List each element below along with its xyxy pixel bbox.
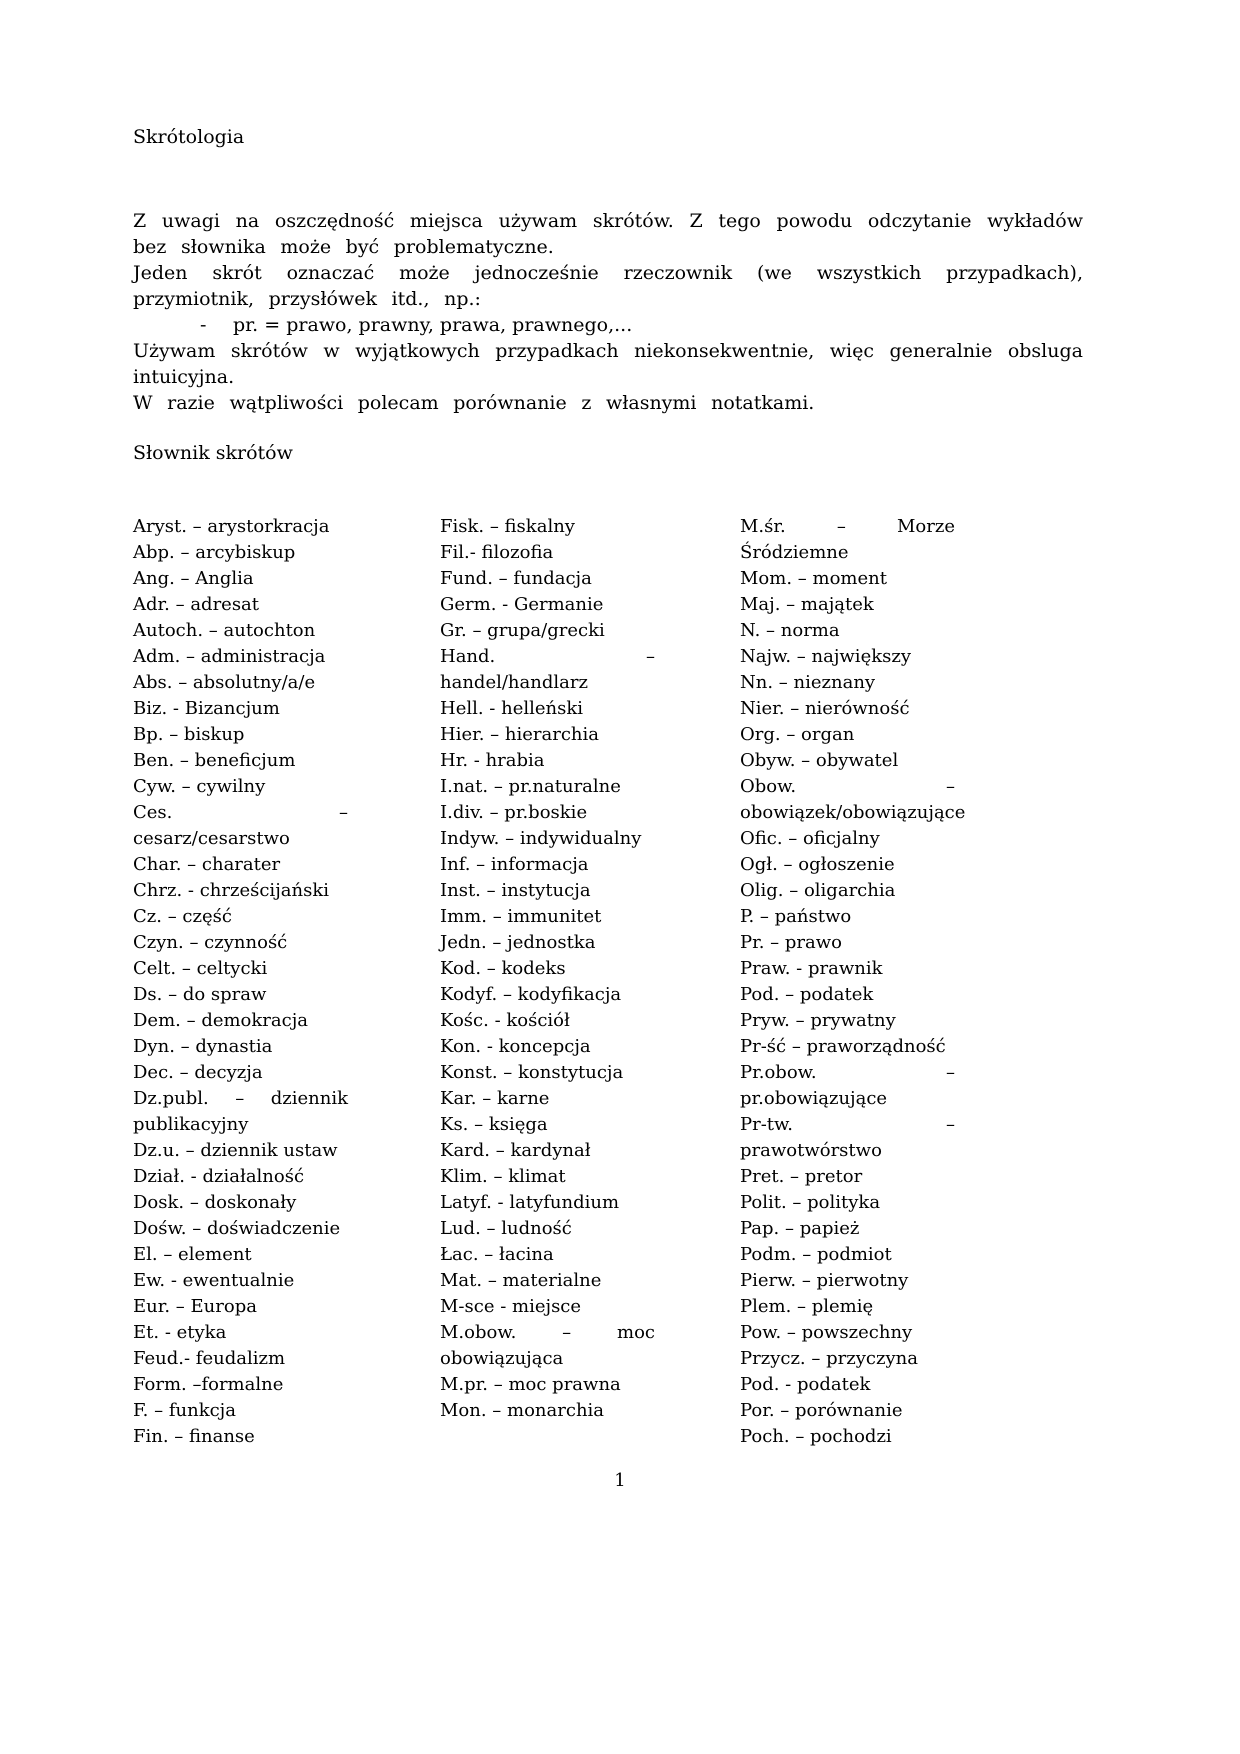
glossary-entry: Autoch. – autochton: [133, 620, 316, 641]
glossary-entry: Pret. – pretor: [740, 1166, 863, 1187]
glossary-entry: Ang. – Anglia: [133, 568, 254, 589]
glossary-entry: Pr-ść – praworządność: [740, 1036, 946, 1057]
glossary-entry: Pod. – podatek: [740, 984, 874, 1005]
glossary-entry: Dz.u. – dziennik ustaw: [133, 1140, 338, 1161]
glossary-entry: M-sce - miejsce: [440, 1296, 582, 1317]
glossary-entry: Ds. – do spraw: [133, 984, 267, 1005]
glossary-heading: Słownik skrótów: [133, 442, 293, 464]
glossary-entry: Fil.- filozofia: [440, 542, 554, 563]
glossary-entry: Klim. – klimat: [440, 1166, 566, 1187]
glossary-entry: Ew. - ewentualnie: [133, 1270, 295, 1291]
glossary-entry: F. – funkcja: [133, 1400, 236, 1421]
glossary-entry: Kośc. - kościół: [440, 1010, 570, 1031]
glossary-entry: Kard. – kardynał: [440, 1140, 591, 1161]
glossary-entry: Pap. – papież: [740, 1218, 860, 1239]
glossary-entry: El. – element: [133, 1244, 252, 1265]
glossary-entry: Łac. – łacina: [440, 1244, 554, 1265]
glossary-entry: Et. - etyka: [133, 1322, 227, 1343]
glossary-entry: Chrz. - chrześcijański: [133, 880, 329, 901]
glossary-entry: Bp. – biskup: [133, 724, 245, 745]
glossary-column-2: [440, 514, 655, 1450]
glossary-entry: Ben. – beneficjum: [133, 750, 296, 771]
glossary-entry: Latyf. - latyfundium: [440, 1192, 620, 1213]
glossary-entry: Praw. - prawnik: [740, 958, 883, 979]
glossary-entry: M.pr. – moc prawna: [440, 1374, 621, 1395]
bullet-text: pr. = prawo, prawny, prawa, prawnego,...: [233, 314, 633, 336]
glossary-entry: Dośw. – doświadczenie: [133, 1218, 341, 1239]
glossary-entry: Pr-tw. – prawotwórstwo: [740, 1114, 955, 1161]
glossary-entry: Pod. - podatek: [740, 1374, 871, 1395]
glossary-entry: Przycz. – przyczyna: [740, 1348, 918, 1369]
glossary-entry: Aryst. – arystorkracja: [133, 516, 330, 537]
glossary-entry: Eur. – Europa: [133, 1296, 257, 1317]
glossary-entry: Fisk. – fiskalny: [440, 516, 575, 537]
glossary-entry: Adm. – administracja: [133, 646, 326, 667]
glossary-entry: Pryw. – prywatny: [740, 1010, 896, 1031]
glossary-entry: Kodyf. – kodyfikacja: [440, 984, 622, 1005]
bullet-list-item: [133, 312, 1083, 338]
glossary-entry: Najw. – największy: [740, 646, 912, 667]
page-number: 1: [614, 1470, 626, 1491]
glossary-column-3: [740, 514, 966, 1450]
glossary-entry: Imm. – immunitet: [440, 906, 602, 927]
glossary-entry: Inst. – instytucja: [440, 880, 591, 901]
bullet-marker: -: [200, 314, 207, 336]
glossary-entry: I.div. – pr.boskie: [440, 802, 588, 823]
glossary-entry: P. – państwo: [740, 906, 852, 927]
glossary-entry: Olig. – oligarchia: [740, 880, 896, 901]
glossary-entry: Germ. - Germanie: [440, 594, 604, 615]
glossary-entry: Pow. – powszechny: [740, 1322, 913, 1343]
glossary-entry: Hr. - hrabia: [440, 750, 545, 771]
glossary-entry: Adr. – adresat: [133, 594, 260, 615]
glossary-entry: Hier. – hierarchia: [440, 724, 600, 745]
glossary-entry: Cz. – część: [133, 906, 232, 927]
glossary-entry: I.nat. – pr.naturalne: [440, 776, 621, 797]
glossary-entry: Feud.- feudalizm: [133, 1348, 286, 1369]
glossary-entry: Mon. – monarchia: [440, 1400, 605, 1421]
glossary-entry: Org. – organ: [740, 724, 855, 745]
glossary-entry: Indyw. – indywidualny: [440, 828, 642, 849]
glossary-entry: Fin. – finanse: [133, 1426, 255, 1447]
glossary-entry: N. – norma: [740, 620, 840, 641]
glossary-entry: Mat. – materialne: [440, 1270, 602, 1291]
glossary-entry: Kon. - koncepcja: [440, 1036, 591, 1057]
glossary-entry: Kar. – karne: [440, 1088, 550, 1109]
glossary-entry: Poch. – pochodzi: [740, 1426, 892, 1447]
glossary-entry: Polit. – polityka: [740, 1192, 881, 1213]
glossary-entry: Hell. - helleński: [440, 698, 584, 719]
glossary-entry: Dyn. – dynastia: [133, 1036, 273, 1057]
glossary-entry: Ces. – cesarz/cesarstwo: [133, 802, 348, 849]
glossary-entry: Ks. – księga: [440, 1114, 548, 1135]
intro-section: [133, 208, 1083, 416]
glossary-entry: Ogł. – ogłoszenie: [740, 854, 895, 875]
glossary-entry: Dz.publ. – dziennik publikacyjny: [133, 1088, 348, 1135]
intro-paragraph-1: Z uwagi na oszczędność miejsca używam skrótów. Z tego powodu odczytanie wykładów bez słownika może być problematyczne.: [133, 210, 1083, 258]
glossary-entry: Obyw. – obywatel: [740, 750, 899, 771]
glossary-entry: Por. – porównanie: [740, 1400, 903, 1421]
glossary-entry: Kod. – kodeks: [440, 958, 566, 979]
glossary-entry: Abp. – arcybiskup: [133, 542, 296, 563]
glossary-entry: Plem. – plemię: [740, 1296, 874, 1317]
glossary-entry: Pr.obow. – pr.obowiązujące: [740, 1062, 955, 1109]
glossary-entry: Dosk. – doskonały: [133, 1192, 297, 1213]
document-title: Skrótologia: [133, 126, 245, 148]
glossary-entry: Dem. – demokracja: [133, 1010, 309, 1031]
glossary-entry: Jedn. – jednostka: [440, 932, 596, 953]
glossary-entry: Czyn. – czynność: [133, 932, 288, 953]
glossary-entry: Podm. – podmiot: [740, 1244, 892, 1265]
glossary-entry: Dec. – decyzja: [133, 1062, 263, 1083]
glossary-entry: Dział. - działalność: [133, 1166, 305, 1187]
glossary-entry: M.obow. – moc obowiązująca: [440, 1322, 655, 1369]
glossary-entry: Gr. – grupa/grecki: [440, 620, 605, 641]
glossary-entry: Abs. – absolutny/a/e: [133, 672, 316, 693]
glossary-entry: Char. – charater: [133, 854, 281, 875]
glossary-entry: Biz. - Bizancjum: [133, 698, 280, 719]
glossary-entry: Konst. – konstytucja: [440, 1062, 624, 1083]
intro-paragraph-3: Używam skrótów w wyjątkowych przypadkach niekonsekwentnie, więc generalnie obsluga intuicyjna.: [133, 340, 1083, 388]
intro-paragraph-4: W razie wątpliwości polecam porównanie z własnymi notatkami.: [133, 392, 815, 414]
glossary-entry: Lud. – ludność: [440, 1218, 572, 1239]
glossary-column-1: [133, 514, 348, 1450]
intro-paragraph-2: Jeden skrót oznaczać może jednocześnie rzeczownik (we wszystkich przypadkach), przymiotnik, przysłówek itd., np.:: [133, 262, 1083, 310]
glossary-entry: Hand. – handel/handlarz: [440, 646, 655, 693]
glossary-entry: Pr. – prawo: [740, 932, 843, 953]
glossary-entry: Celt. – celtycki: [133, 958, 268, 979]
glossary-entry: Maj. – majątek: [740, 594, 874, 615]
glossary-entry: Fund. – fundacja: [440, 568, 592, 589]
glossary-entry: M.śr. – Morze Śródziemne: [740, 516, 955, 563]
glossary-entry: Nn. – nieznany: [740, 672, 876, 693]
glossary-entry: Ofic. – oficjalny: [740, 828, 880, 849]
glossary-entry: Mom. – moment: [740, 568, 887, 589]
glossary-entry: Obow. – obowiązek/obowiązujące: [740, 776, 966, 823]
glossary-entry: Cyw. – cywilny: [133, 776, 266, 797]
glossary: [133, 514, 1107, 1450]
glossary-entry: Inf. – informacja: [440, 854, 589, 875]
glossary-entry: Pierw. – pierwotny: [740, 1270, 909, 1291]
glossary-entry: Form. –formalne: [133, 1374, 284, 1395]
glossary-entry: Nier. – nierówność: [740, 698, 910, 719]
